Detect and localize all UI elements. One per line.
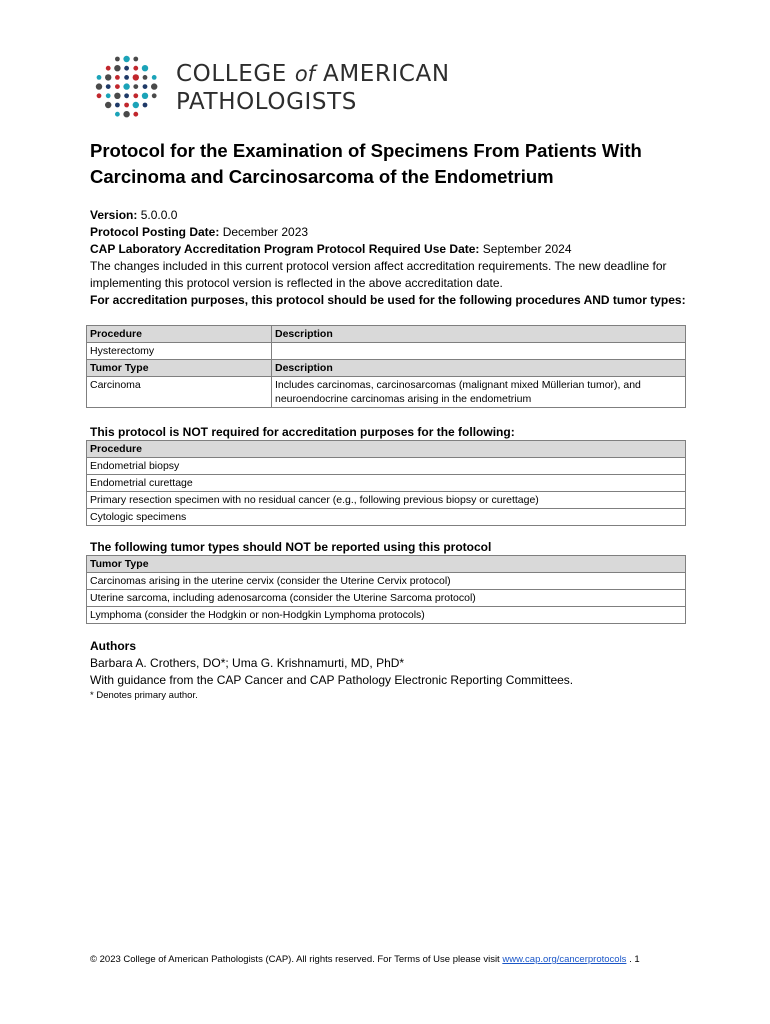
logo-dot (133, 57, 138, 62)
table-row: Primary resection specimen with no residual cancer (e.g., following previous biopsy or curettage) (87, 492, 686, 509)
table-row: Cytologic specimens (87, 509, 686, 526)
accreditation-table (86, 325, 686, 408)
page-footer (90, 953, 690, 967)
table-row: Endometrial biopsy (87, 458, 686, 475)
page-number: . 1 (629, 954, 640, 965)
logo-dot (97, 93, 102, 98)
authors-heading: Authors (90, 639, 136, 653)
table-header-row: Tumor Type (87, 556, 686, 573)
logo-dot (124, 93, 129, 98)
logo-line-1: COLLEGE of AMERICAN (176, 61, 450, 87)
cancer-protocols-link[interactable]: www.cap.org/cancerprotocols (502, 954, 627, 965)
logo-dot-grid-icon (94, 54, 160, 120)
logo-dot (152, 93, 157, 98)
not-reported-table (86, 555, 686, 624)
logo-line-2: PATHOLOGISTS (176, 89, 357, 115)
authors-names: Barbara A. Crothers, DO*; Uma G. Krishnamurti, MD, PhD* (90, 656, 405, 670)
table-row: Hysterectomy (87, 343, 686, 360)
not-reported-heading: The following tumor types should NOT be reported using this protocol (90, 540, 492, 554)
not-required-table (86, 440, 686, 526)
required-use-date-line: CAP Laboratory Accreditation Program Protocol Required Use Date: September 2024 (90, 242, 572, 256)
logo-dot (124, 66, 129, 71)
authors-section (90, 638, 730, 703)
logo-dot (114, 65, 120, 71)
logo-dot (133, 102, 139, 108)
logo-dot (143, 75, 148, 80)
logo-dot (133, 112, 138, 117)
logo-dot (152, 75, 157, 80)
logo-dot (114, 93, 120, 99)
primary-author-note: * Denotes primary author. (90, 690, 198, 701)
logo-dot (133, 66, 138, 71)
table-row: Carcinomas arising in the uterine cervix (consider the Uterine Cervix protocol) (87, 573, 686, 590)
changes-note: The changes included in this current protocol version affect accreditation requirements. The new deadline for implementing this protocol version is reflected in the above accreditation date. (90, 259, 667, 290)
page-title: Protocol for the Examination of Specimens From Patients With Carcinoma and Carcinosarcoma of the Endometrium (90, 140, 642, 187)
table-header-row: Procedure Description (87, 326, 686, 343)
logo-dot (123, 83, 129, 89)
table-row: Carcinoma Includes carcinomas, carcinosarcomas (malignant mixed Müllerian tumor), and neuroendocrine carcinomas arising in the endometrium (87, 377, 686, 408)
logo-dot (105, 74, 111, 80)
logo-dot (123, 56, 129, 62)
logo-dot (123, 111, 129, 117)
authors-guidance: With guidance from the CAP Cancer and CAP Pathology Electronic Reporting Committees. (90, 673, 574, 687)
logo-dot (115, 112, 120, 117)
logo-dot (106, 93, 111, 98)
version-line: Version: 5.0.0.0 (90, 208, 178, 222)
logo-dot (105, 102, 111, 108)
table-header-row: Tumor Type Description (87, 360, 686, 377)
accreditation-heading: For accreditation purposes, this protocol should be used for the following procedures AND tumor types: (90, 293, 686, 307)
logo-dot (106, 66, 111, 71)
logo-wordmark (176, 60, 450, 116)
logo-dot (115, 57, 120, 62)
logo-dot (142, 65, 148, 71)
logo-dot (143, 103, 148, 108)
protocol-metadata (90, 207, 690, 309)
logo-dot (96, 83, 102, 89)
logo-dot (124, 103, 129, 108)
logo-dot (143, 84, 148, 89)
posting-date-line: Protocol Posting Date: December 2023 (90, 225, 309, 239)
table-row: Lymphoma (consider the Hodgkin or non-Hodgkin Lymphoma protocols) (87, 607, 686, 624)
table-row: Endometrial curettage (87, 475, 686, 492)
logo-dot (133, 74, 139, 80)
logo-dot (115, 103, 120, 108)
copyright-text: © 2023 College of American Pathologists (CAP). All rights reserved. For Terms of Use please visit (90, 954, 500, 965)
logo-dot (133, 93, 138, 98)
logo-dot (115, 84, 120, 89)
not-required-heading: This protocol is NOT required for accreditation purposes for the following: (90, 425, 515, 439)
table-header-row: Procedure (87, 441, 686, 458)
logo-dot (124, 75, 129, 80)
logo-dot (142, 93, 148, 99)
logo-dot (151, 83, 157, 89)
logo-dot (115, 75, 120, 80)
logo-dot (106, 84, 111, 89)
logo-dot (97, 75, 102, 80)
table-row: Uterine sarcoma, including adenosarcoma (consider the Uterine Sarcoma protocol) (87, 590, 686, 607)
logo-dot (133, 84, 138, 89)
